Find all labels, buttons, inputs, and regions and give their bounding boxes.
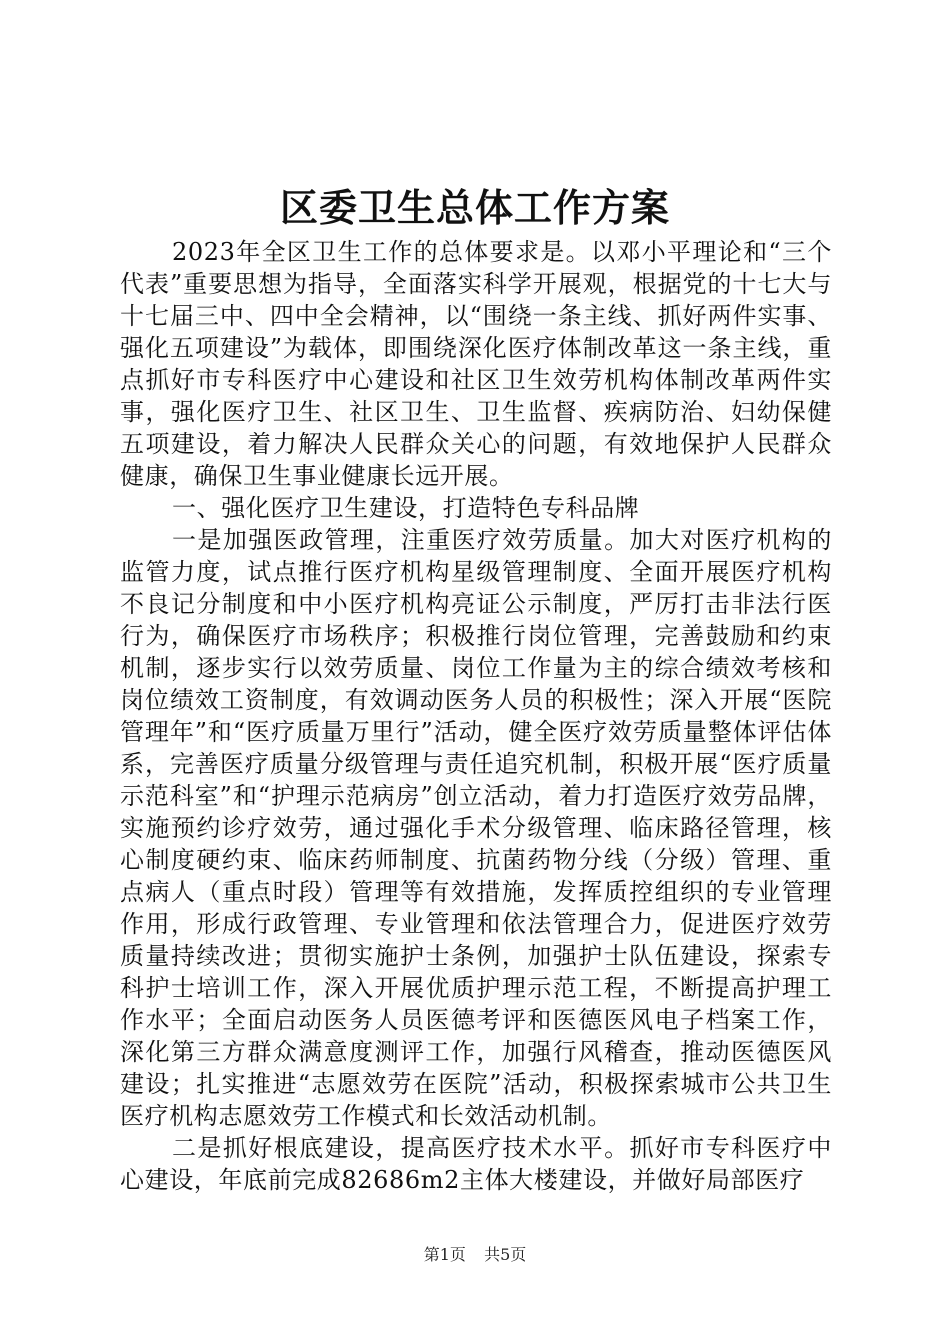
page-footer [0, 1243, 950, 1267]
page-number: 第1页 [423, 1245, 466, 1264]
body-paragraph: 一是加强医政管理，注重医疗效劳质量。加大对医疗机构的监管力度，试点推行医疗机构星级管理制度、全面开展医疗机构不良记分制度和中小医疗机构亮证公示制度，严厉打击非法行医行为，确保医疗市场秩序；积极推行岗位管理，完善鼓励和约束机制，逐步实行以效劳质量、岗位工作量为主的综合绩效考核和岗位绩效工资制度，有效调动医务人员的积极性；深入开展“医院管理年”和“医疗质量万里行”活动，健全医疗效劳质量整体评估体系，完善医疗质量分级管理与责任追究机制，积极开展“医疗质量示范科室”和“护理示范病房”创立活动，着力打造医疗效劳品牌，实施预约诊疗效劳，通过强化手术分级管理、临床路径管理，核心制度硬约束、临床药师制度、抗菌药物分线（分级）管理、重点病人（重点时段）管理等有效措施，发挥质控组织的专业管理作用，形成行政管理、专业管理和依法管理合力，促进医疗效劳质量持续改进；贯彻实施护士条例，加强护士队伍建设，探索专科护士培训工作，深入开展优质护理示范工程，不断提高护理工作水平；全面启动医务人员医德考评和医德医风电子档案工作，深化第三方群众满意度测评工作，加强行风稽查，推动医德医风建设；扎实推进“志愿效劳在医院”活动，积极探索城市公共卫生医疗机构志愿效劳工作模式和长效活动机制。 [120, 526, 832, 1130]
body-paragraph: 二是抓好根底建设，提高医疗技术水平。抓好市专科医疗中心建设，年底前完成82686m2主体大楼建设，并做好局部医疗 [120, 1134, 832, 1194]
section-heading: 一、强化医疗卫生建设，打造特色专科品牌 [172, 494, 640, 522]
document-body [120, 236, 832, 1196]
page-total: 共5页 [484, 1245, 527, 1264]
document-title: 区委卫生总体工作方案 [279, 185, 670, 230]
intro-paragraph: 2023年全区卫生工作的总体要求是。以邓小平理论和“三个代表”重要思想为指导，全面落实科学开展观，根据党的十七大与十七届三中、四中全会精神，以“围绕一条主线、抓好两件实事、强化五项建设”为载体，即围绕深化医疗体制改革这一条主线，重点抓好市专科医疗中心建设和社区卫生效劳机构体制改革两件实事，强化医疗卫生、社区卫生、卫生监督、疾病防治、妇幼保健五项建设，着力解决人民群众关心的问题，有效地保护人民群众健康，确保卫生事业健康长远开展。 [120, 238, 832, 490]
